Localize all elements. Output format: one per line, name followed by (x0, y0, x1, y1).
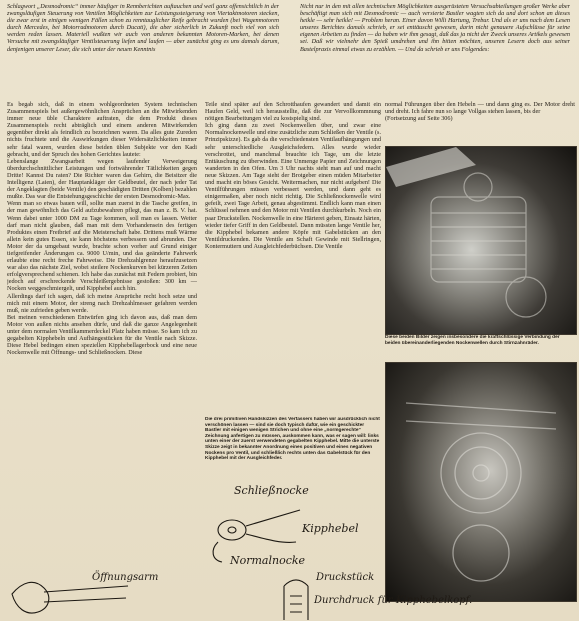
sketch-caption: Die drei primitiven Handskizzen des Verfassers haben wir ausdrücklich nicht verschönen lassen — sind sie doch typisch dafür, wie ein geschickter Bastler mit einigen wenigen Strichen und ohne eine „normgerechte“ Zeichnung anfertigen zu müssen, auskommen kann, was er sagen will: links unten einer der zuerst verwendeten gegabelten Kipphebel. Mitte die unterste Skizze zeigt in bekannter Anordnung eines positiven und eines negativen Nockens pro Ventil, und schließlich rechts unten das Gabelstück für den Kipphebel mit der Ausgleichfeder. (205, 417, 380, 462)
photos-caption: Diese beiden Bilder zeigen insbesondere die kraftschlüssige Verbindung der beiden übereinanderliegenden Nockenwellen durch Stirnzahnräder. (385, 335, 560, 346)
body-column-1: Es begab sich, daß in einem wohlgeordneten System technischen Zusammenspiels bei außergewöhnlichen Ansprüchen an die Mitwirkenden immer neue üble Charaktere auftraten, die dem Produkt dieses Zusammenspiels recht abträglich und einem anderen Mitwirkenden gegenüber direkt als feindlich zu bezeichnen waren. Da alles gute Zureden nichts fruchtete und die Auswirkungen dieser Widersätzlichkeiten immer sehr fatal waren, wurden diese beiden üblen Subjekte vor den Kadi gebracht, und der Spruch des hohen Gerichtes lautete: Lebenslange Zwangsarbeit wegen laufender Verweigerung überdurchschnittlicher Leistungen und fortwährender Tätlichkeiten gegen Dritte! Kannst Du raten? Die Richter waren das Gehirn, die Beisitzer die Intelligenz (Laien), der Hauptankläger der Geldbeutel, der nach jeder Tat der Angeklagten (beide Ventile) den geschädigten Dritten (Kolben) bezahlen mußte. Das war die Entstehungsgeschichte der ersten Desmodromic-Max. Wenn man so etwas bauen will, sollte man zuerst in die Tasche greifen, in der man gewöhnlich das Geld aufzubewahren pflegt, das man z. B. V. hat. Wenn dabei unter 1000 DM zu Tage kommen, soll man es lassen. Weiter darf man nicht glauben, daß man mit dem Vorhandensein des fertigen Produktes einen Freibrief auf die Meisterschaft habe. Drittens muß Wärme allein kein gutes Essen, sie kann höchstens verbessern und abrunden. Der Motor der da umgebaut wurde, brachte schon vorher auf Grund einiger tiefgreifender Änderungen ca. 9000 U/min, und das geänderte Fahrwerk erlaubte eine recht freche Fahrweise. Die Drehzahlgrenze heraufzusetzen war also das nächste Ziel, wobei steilere Nockenkurven bei kürzeren Zeiten erfolgversprechend schienen. Ich habe das zunächst mit Federn probiert, bin jedoch auf erschreckende Verschleißergebnisse gestoßen: 300 km — Nocken weggeschmiergelt, und Kipphebel auch hin. Allerdings darf ich sagen, daß ich meine Ansprüche recht hoch setze und mich mit einem Motor, der streng nach Drehzahlmesser gefahren werden muß, nie zufrieden geben werde. Bei meinen verschiedenen Entwürfen ging ich davon aus, daß man dem Motor von außen nichts ansehen dürfe, und daß die ganze Angelegenheit unter dem normalen Ventilkammerdeckel Platz haben müsse. So kam ich zu gegabelten Kipphebeln und Aufhängestücken für die Ventile nach Skizze. Diese Hebel bedingen einen speziellen Kipphebellagerbock und eine neue Nockenwelle mit Öffnungs- und Schließnocken. Diese (7, 101, 197, 357)
label-rocker: Kipphebel (302, 522, 359, 535)
label-pressure-piece: Druckstück (316, 572, 375, 583)
intro-right: Nicht nur in den mit allen technischen Möglichkeiten ausgerüsteten Versuchsabteilungen großer Werke aber beschäftigt man sich mit Desmodromic — auch versierte Bastler wagten sich da und dort schon an dieses heikle — sehr heikle! — Problem heran. Einer davon Willi Hartung, Trebur. Und als er uns nach dem Lesen unseres Berichtes damals schrieb, er sei enttäuscht gewesen, darin nicht genauere Aufschlüsse für seine eigenen Arbeiten zu finden — da haben wir ihm gesagt, daß das ja nicht der Zweck unseres Artikels gewesen sei. Daß wir vielmehr den Spieß umdrehen und ihn bitten möchten, unseren Lesern doch aus seiner Bastelpraxis einmal etwas zu erzählen. — Und da schrieb er uns Folgendes: (300, 3, 570, 53)
engine-photo-bottom (385, 362, 577, 602)
engine-cylinder-illustration (386, 147, 576, 334)
camshaft-gear-illustration (386, 363, 576, 601)
intro-left: Schlagwort „Desmodromic“ immer häufiger in Rennberichten auftauchen und weil ganz offensichtlich in der zwangsläufigen Steuerung von Ventilen Möglichkeiten zur Leistungssteigerung von Viertaktmotoren stecken, die zwar erst in einigen wenigen Fällen schon zu renntauglicher Reife gebracht wurden (bei Wagenmotoren durch Mercedes, bei Motorradmotoren durch Ducati), die aber sicherlich in Zukunft noch viel von sich werden reden lassen. Materiell wußten wir auch von anderen bekannten Motoren-Marken, bei denen Versuche mit zwangsläufiger Ventilsteuerung liefen und laufen — aber zunächst ging es uns damals darum, denjenigen unserer Leser, die sich unter der neuen Kenntnis (7, 3, 279, 53)
label-opening-arm: Öffnungsarm (92, 572, 159, 583)
label-pressure-note: Durchdruck für Kipphebelkopf. (314, 595, 473, 606)
body-column-3: normal Führungen über den Hebeln — und dann ging es. Der Motor dreht und dreht. Ich fahre nun so lange Vollgas stehen lassen, bis der (Fortsetzung auf Seite 306) (385, 101, 575, 123)
label-normal-cam: Normalnocke (230, 554, 306, 567)
rocker-sketch (8, 568, 348, 621)
engine-photo-top (385, 146, 577, 335)
label-close-cam: Schließnocke (234, 484, 309, 497)
body-column-2: Teile sind später auf den Schrotthaufen gewandert und damit ein Haufen Geld, weil ich herausstellte, daß die zur Vervollkommnung nötigen Bearbeitungen viel zu kostspielig sind. Ich ging dann zu zwei Nockenwellen über, und zwar eine Normalnockenwelle und eine zusätzliche zum Schließen der Ventile (s. Prinzipskizze). Es gab da die verschiedensten Ventilaufhängungen und sehr unterschiedliche Ausgleichsfedern. Alles wurde wieder verschrottet, und manchmal brauchte ich Tage, um die letzte Enttäuschung zu überwinden. Eine Unmenge Papier und Zeichnungen wanderten in den Ofen. Um 3 Uhr nachts steht man auf und macht neue Skizzen. Am Tage sieht der Brotgeber einen müden Mitarbeiter und macht ein böses Gesicht. Weitermachen, nur nicht aufgeben! Die Ventilführungen müssen verbessert werden, und dann geht es einigermaßen, aber noch nicht richtig. Die Schließnockenwelle wird gefeilt, zwei Tage Arbeit, genau abgestimmt. Endlich kann man einen Schlüssel nehmen und den Motor mit Ventilen durchkurbeln. Noch ein paar Druckstellen. Nockenwelle in eine Härterei geben, Einsatz härten, wieder tiefer Griff in den Geldbeutel. Dann müssten lange Ventile her, die Kipphebel bekamen andere Köpfe mit Gabelstücken an den Ventildruckenden. Die Ventile am Schaft Gewinde mit Stellringen, Kontermuttern und Ausgleichfederbüchsen. Die Ventile (205, 101, 381, 250)
